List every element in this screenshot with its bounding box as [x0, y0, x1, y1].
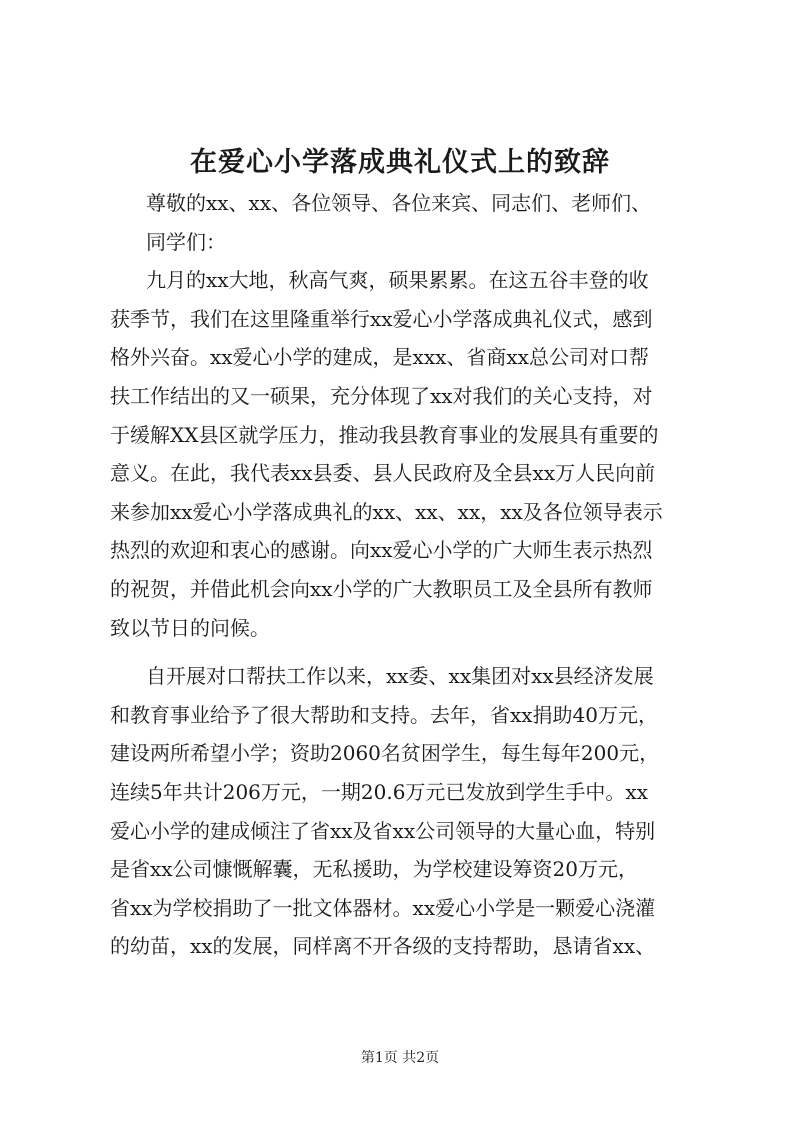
paragraph-2-line-2: 和教育事业给予了很大帮助和支持。去年，省xx捐助40万元， — [110, 702, 659, 727]
paragraph-2-line-8: 的幼苗，xx的发展，同样离不开各级的支持帮助，恳请省xx、 — [110, 934, 656, 959]
paragraph-2-line-4: 连续5年共计206万元，一期20.6万元已发放到学生手中。xx — [110, 779, 648, 804]
paragraph-1-line-8: 热烈的欢迎和衷心的感谢。向xx爱心小学的广大师生表示热烈 — [110, 538, 653, 563]
paragraph-spacer — [110, 647, 710, 657]
paragraph-1-line-10: 致以节日的问候。 — [110, 615, 270, 640]
paragraph-2-line-7: 省xx为学校捐助了一批文体器材。xx爱心小学是一颗爱心浇灌 — [110, 895, 656, 920]
paragraph-1-line-4: 扶工作结出的又一硕果，充分体现了xx对我们的关心支持，对 — [110, 383, 653, 408]
document-title: 在爱心小学落成典礼仪式上的致辞 — [190, 147, 610, 178]
paragraph-2-line-1: 自开展对口帮扶工作以来，xx委、xx集团对xx县经济发展 — [146, 664, 654, 689]
paragraph-2-line-5: 爱心小学的建成倾注了省xx及省xx公司领导的大量心血，特别 — [110, 818, 656, 843]
document-body — [110, 184, 710, 966]
paragraph-1-line-1: 九月的xx大地，秋高气爽，硕果累累。在这五谷丰登的收 — [146, 268, 649, 293]
paragraph-1-line-2: 获季节，我们在这里隆重举行xx爱心小学落成典礼仪式，感到 — [110, 306, 653, 331]
paragraph-1-line-3: 格外兴奋。xx爱心小学的建成，是xxx、省商xx总公司对口帮 — [110, 345, 649, 370]
paragraph-2-line-6: 是省xx公司慷慨解囊，无私援助，为学校建设筹资20万元， — [110, 857, 639, 882]
paragraph-1-line-9: 的祝贺，并借此机会向xx小学的广大教职员工及全县所有教师 — [110, 576, 653, 601]
paragraph-1-line-6: 意义。在此，我代表xx县委、县人民政府及全县xx万人民向前 — [110, 461, 656, 486]
salutation-line-2: 同学们： — [146, 229, 226, 254]
page-number-footer: 第1页 共2页 — [360, 1050, 440, 1066]
paragraph-1-line-7: 来参加xx爱心小学落成典礼的xx、xx、xx，xx及各位领导表示 — [110, 499, 663, 524]
salutation-line-1: 尊敬的xx、xx、各位领导、各位来宾、同志们、老师们、 — [146, 191, 652, 215]
paragraph-1-line-5: 于缓解XX县区就学压力，推动我县教育事业的发展具有重要的 — [110, 422, 659, 447]
paragraph-2-line-3: 建设两所希望小学；资助2060名贫困学生，每生每年200元， — [110, 741, 660, 766]
